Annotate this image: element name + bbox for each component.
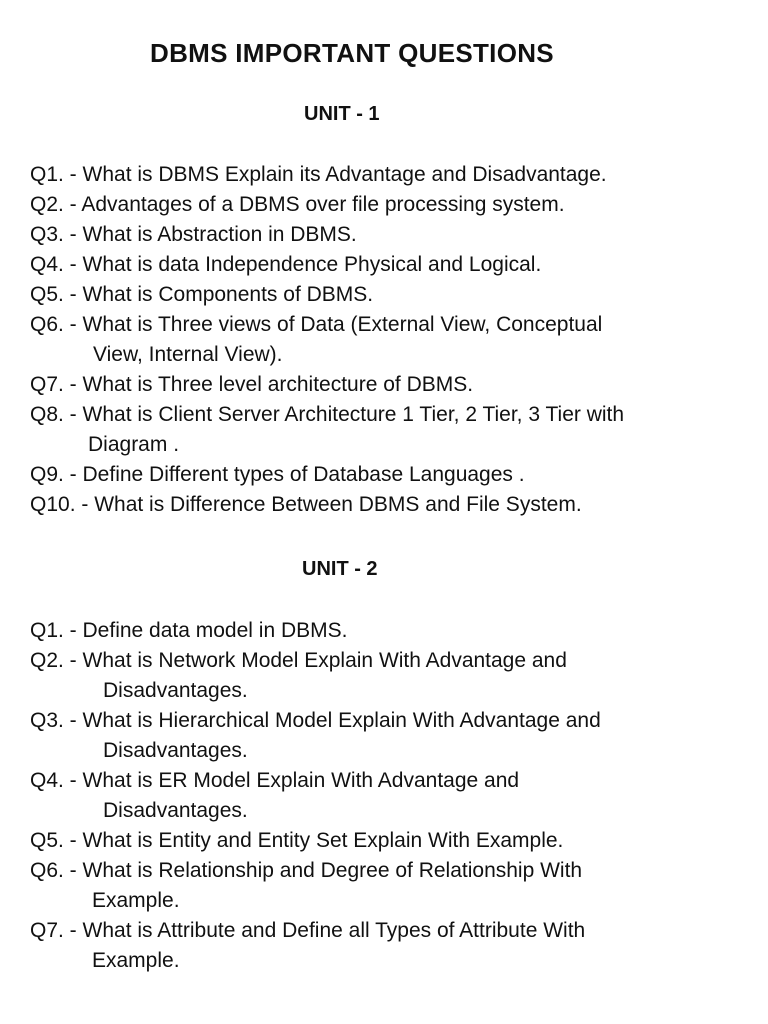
question-text: Q1. - What is DBMS Explain its Advantage and Disadvantage.: [30, 163, 607, 186]
unit-2-question-2: [30, 646, 755, 706]
question-text: Q6. - What is Three views of Data (External View, Conceptual: [30, 313, 603, 336]
unit-1-question-3: [30, 220, 755, 250]
question-continuation: View, Internal View).: [93, 343, 283, 366]
question-continuation: Diagram .: [88, 433, 180, 456]
unit-1-heading: UNIT - 1: [304, 103, 380, 125]
unit-1-question-4: [30, 250, 755, 280]
question-text: Q8. - What is Client Server Architecture 1 Tier, 2 Tier, 3 Tier with: [30, 403, 625, 426]
question-text: Q2. - What is Network Model Explain With Advantage and: [30, 649, 567, 672]
page-title: DBMS IMPORTANT QUESTIONS: [150, 38, 554, 68]
question-text: Q6. - What is Relationship and Degree of Relationship With: [30, 859, 583, 882]
question-continuation: Example.: [92, 889, 180, 912]
question-text: Q7. - What is Attribute and Define all Types of Attribute With: [30, 919, 586, 942]
unit-2-question-1: [30, 616, 755, 646]
unit-1-question-9: [30, 460, 755, 490]
unit-2-question-4: [30, 766, 755, 826]
unit-1-question-6: [30, 310, 755, 370]
unit-2-question-5: [30, 826, 755, 856]
unit-2-heading: UNIT - 2: [302, 558, 378, 580]
unit-2-question-6: [30, 856, 755, 916]
unit-1-question-10: [30, 490, 755, 520]
question-text: Q4. - What is ER Model Explain With Advantage and: [30, 769, 520, 792]
question-text: Q1. - Define data model in DBMS.: [30, 619, 348, 642]
unit-1-question-1: [30, 160, 755, 190]
question-text: Q4. - What is data Independence Physical and Logical.: [30, 253, 542, 276]
unit-1-question-list: [30, 160, 755, 520]
question-text: Q5. - What is Entity and Entity Set Explain With Example.: [30, 829, 564, 852]
question-text: Q10. - What is Difference Between DBMS and File System.: [30, 493, 582, 516]
question-continuation: Disadvantages.: [103, 739, 248, 762]
question-text: Q5. - What is Components of DBMS.: [30, 283, 374, 306]
unit-1-question-5: [30, 280, 755, 310]
unit-1-question-2: [30, 190, 755, 220]
question-text: Q3. - What is Abstraction in DBMS.: [30, 223, 357, 246]
unit-2-question-3: [30, 706, 755, 766]
question-text: Q3. - What is Hierarchical Model Explain With Advantage and: [30, 709, 601, 732]
question-continuation: Disadvantages.: [103, 679, 248, 702]
question-continuation: Disadvantages.: [103, 799, 248, 822]
question-text: Q9. - Define Different types of Database Languages .: [30, 463, 525, 486]
unit-1-question-8: [30, 400, 755, 460]
question-text: Q2. - Advantages of a DBMS over file processing system.: [30, 193, 565, 216]
unit-1-question-7: [30, 370, 755, 400]
question-text: Q7. - What is Three level architecture of DBMS.: [30, 373, 474, 396]
unit-2-question-7: [30, 916, 755, 976]
question-continuation: Example.: [92, 949, 180, 972]
unit-2-question-list: [30, 616, 755, 976]
